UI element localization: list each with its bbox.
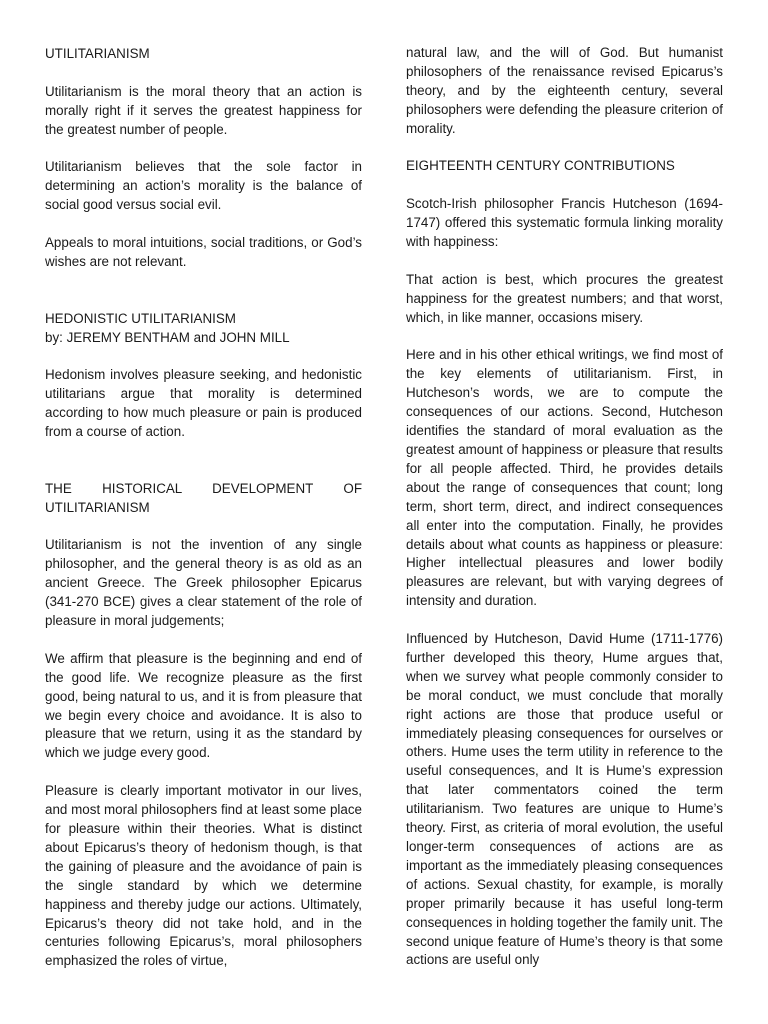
key-elements-paragraph: Here and in his other ethical writings, we find most of the key elements of utilitarianism. First, in Hutcheson’s words, we are to compute the consequences of our actions. Second, Hutcheson identifies the standard of moral evaluation as the greatest amount of happiness or pleasure that results for all people affected. Third, he provides details about the range of consequences that count; long term, short term, direct, and indirect consequences all enter into the computation. Finally, he provides details about what counts as happiness or pleasure: Higher intellectual pleasures and lower bodily pleasures are relevant, but with varying degrees of intensity and duration. bbox=[406, 347, 723, 609]
right-column bbox=[406, 44, 723, 989]
hedonism-paragraph: Hedonism involves pleasure seeking, and hedonistic utilitarians argue that morality is determined according to how much pleasure or pain is produced from a course of action. bbox=[45, 367, 362, 440]
epicarus-quote-paragraph: We affirm that pleasure is the beginning and end of the good life. We recognize pleasure as the first good, being natural to us, and it is from pleasure that we begin every choice and avoidance. It is also to pleasure that we return, using it as the standard by which we judge every good. bbox=[45, 650, 362, 761]
hedonistic-heading: HEDONISTIC UTILITARIANISM bbox=[45, 310, 236, 326]
historical-heading-line2: UTILITARIANISM bbox=[45, 499, 150, 515]
definition-paragraph: Utilitarianism is the moral theory that an action is morally right if it serves the greatest happiness for the greatest number of people. bbox=[45, 83, 362, 137]
title-heading: UTILITARIANISM bbox=[45, 46, 150, 61]
not-invention-paragraph: Utilitarianism is not the invention of any single philosopher, and the general theory is as old as an ancient Greece. The Greek philosopher Epicarus (341-270 BCE) gives a clear statement of the role of pleasure in moral judgements; bbox=[45, 537, 362, 629]
eighteenth-century-heading: EIGHTEENTH CENTURY CONTRIBUTIONS bbox=[406, 158, 675, 174]
left-column bbox=[45, 45, 362, 990]
pleasure-motivator-paragraph: Pleasure is clearly important motivator in our lives, and most moral philosophers find at least some place for pleasure within their theories. What is distinct about Epicarus’s theory of hedonism though, is that the gaining of pleasure and the avoidance of pain is the single standard by which we determine happiness and thereby judge our actions. Ultimately, Epicarus’s theory did not take hold, and in the centuries following Epicarus’s, moral philosophers emphasized the roles of virtue, bbox=[45, 783, 362, 969]
hutcheson-quote-paragraph: That action is best, which procures the greatest happiness for the greatest numbers; and that worst, which, in like manner, occasions misery. bbox=[406, 271, 723, 325]
hutcheson-paragraph: Scotch-Irish philosopher Francis Hutcheson (1694-1747) offered this systematic formula linking morality with happiness: bbox=[406, 196, 723, 250]
spacer bbox=[45, 291, 362, 310]
hume-paragraph: Influenced by Hutcheson, David Hume (1711-1776) further developed this theory, Hume argues that, when we survey what people commonly consider to be moral conduct, we must conclude that morally right actions are those that produce useful or immediately pleasing consequences for ourselves or others. Hume uses the term utility in reference to the useful consequences, and It is Hume’s expression that later commentators coined the term utilitarianism. Two features are unique to Hume’s theory. First, as criteria of moral evolution, the useful longer-term consequences of actions are as important as the immediately pleasing consequences of actions. Sexual chastity, for example, is morally proper primarily because it has useful long-term consequences in holding together the family unit. The second unique feature of Hume’s theory is that some actions are useful only bbox=[406, 631, 723, 968]
historical-heading-line1: THE HISTORICAL DEVELOPMENT OF bbox=[45, 480, 362, 496]
sole-factor-paragraph: Utilitarianism believes that the sole factor in determining an action’s morality is the balance of social good versus social evil. bbox=[45, 159, 362, 213]
spacer bbox=[45, 461, 362, 480]
hedonistic-byline: by: JEREMY BENTHAM and JOHN MILL bbox=[45, 329, 290, 345]
appeals-paragraph: Appeals to moral intuitions, social traditions, or God’s wishes are not relevant. bbox=[45, 235, 362, 269]
humanist-paragraph: natural law, and the will of God. But humanist philosophers of the renaissance revised Epicarus’s theory, and by the eighteenth century, several philosophers were defending the pleasure criterion of morality. bbox=[406, 45, 723, 136]
